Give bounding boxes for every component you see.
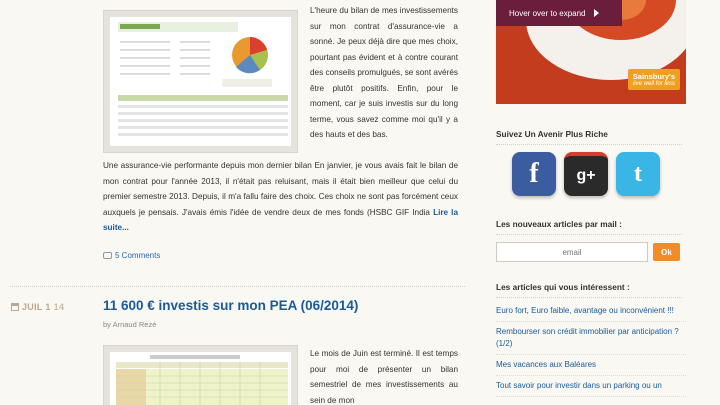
ad-expand-button[interactable]: [496, 0, 622, 26]
post-title[interactable]: 11 600 € investis sur mon PEA (06/2014): [103, 298, 359, 313]
ad-tagline: live well for less: [632, 81, 675, 87]
post-date-day: JUIL 1: [22, 302, 51, 312]
comments-link[interactable]: [103, 251, 160, 260]
google-plus-icon[interactable]: g+: [564, 152, 608, 196]
subscribe-button[interactable]: Ok: [653, 243, 680, 261]
article-link[interactable]: Tout savoir pour investir dans un parking ou un: [496, 380, 686, 397]
newsletter-heading: Les nouveaux articles par mail :: [496, 219, 622, 229]
post-excerpt: Le mois de Juin est terminé. Il est temps pour moi de présenter un bilan semestriel de mes investissements au sein de mon: [310, 349, 458, 405]
post-divider: [10, 286, 465, 287]
calendar-icon: [11, 303, 19, 311]
email-input[interactable]: [496, 242, 648, 262]
article-link[interactable]: Mes vacances aux Baléares: [496, 359, 686, 376]
read-more-link[interactable]: Lire la suite...: [103, 207, 458, 232]
post-excerpt-continued: [103, 158, 458, 236]
spreadsheet-screenshot: [110, 352, 291, 405]
sidebar-divider: [496, 144, 682, 145]
post-excerpt: L'heure du bilan de mes investissements sur mon contrat d'assurance-vie a sonné. Je peux déjà dire que mes choix, pourtant pas évident et à contre courant des conseils promulgués, se sont avérés être plutôt positifs. Enfin, pour le moment, car je suis investis sur du long terme, vous savez comme moi qu'il y a des hauts et des bas.: [310, 6, 458, 139]
play-icon: [594, 9, 599, 17]
sainsburys-ad[interactable]: [496, 0, 686, 104]
post-thumbnail[interactable]: [103, 345, 298, 405]
article-link[interactable]: Euro fort, Euro faible, avantage ou inconvénient !!!: [496, 305, 686, 322]
ad-expand-label: Hover over to expand: [509, 8, 586, 18]
article-links: [496, 305, 686, 401]
post-date: [11, 302, 64, 312]
chart-screenshot: [110, 17, 291, 146]
interest-heading: Les articles qui vous intéressent :: [496, 282, 630, 292]
twitter-icon[interactable]: t: [616, 152, 660, 196]
article-link[interactable]: Rembourser son crédit immobilier par anticipation ? (1/2): [496, 326, 686, 355]
post-author[interactable]: by Arnaud Rezé: [103, 320, 157, 329]
sidebar-divider: [496, 234, 682, 235]
comments-count: 5 Comments: [115, 251, 161, 260]
facebook-icon[interactable]: f: [512, 152, 556, 196]
post-date-year: 14: [53, 302, 65, 312]
sidebar-divider: [496, 297, 682, 298]
post-thumbnail[interactable]: [103, 10, 298, 153]
ad-brand-logo: [628, 69, 680, 90]
comment-bubble-icon: [103, 252, 112, 259]
social-heading: Suivez Un Avenir Plus Riche: [496, 129, 608, 139]
ad-brand-name: Sainsbury's: [632, 72, 675, 81]
post-excerpt-text: Une assurance-vie performante depuis mon dernier bilan En janvier, je vous avais fait le bilan de mon contrat pour l'année 2013, il n'était pas reluisant, mais il était bien meilleur que celui du premier semestre 2013. Depuis, il m'a fallu faire des choix. Ces choix ne sont pas forcément ceux auxquels je pensais. J'avais émis l'idée de vendre deux de mes fonds (HSBC GIF India: [103, 161, 458, 217]
